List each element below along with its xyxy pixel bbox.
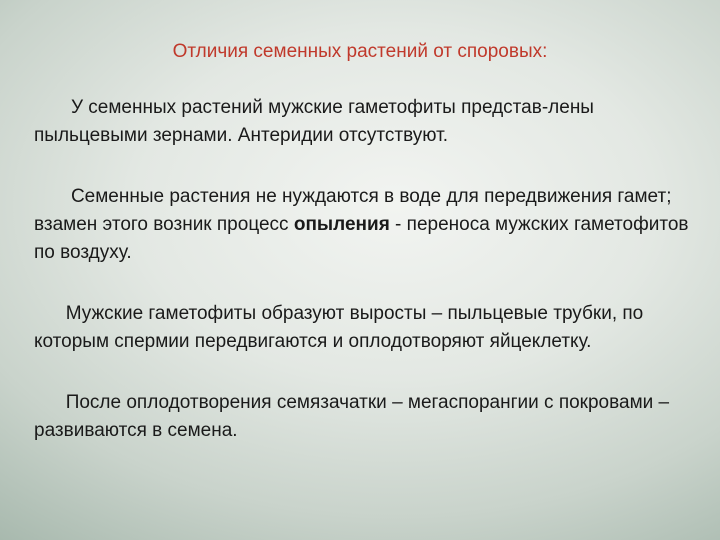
paragraph-text: - переноса мужских гаметофитов по воздуху. bbox=[34, 214, 689, 263]
paragraph-pollination bbox=[34, 183, 694, 267]
paragraph-text: У семенных растений мужские гаметофиты представ-лены пыльцевыми зернами. Антеридии отсутствуют. bbox=[34, 97, 594, 146]
paragraph-pollen-tubes bbox=[34, 300, 694, 356]
term-pollination: опыления bbox=[293, 214, 390, 235]
paragraph-text: После оплодотворения семязачатки – мегаспорангии с покровами – развиваются в семена. bbox=[34, 392, 670, 441]
slide-title: Отличия семенных растений от споровых: bbox=[172, 41, 548, 62]
paragraph-text: Семенные растения не нуждаются в воде для передвижения гамет; взамен этого возник процесс bbox=[34, 186, 672, 235]
slide-body bbox=[34, 94, 694, 445]
paragraph-text: Мужские гаметофиты образуют выросты – пыльцевые трубки, по которым спермии передвигаются и оплодотворяют яйцеклетку. bbox=[34, 303, 644, 352]
paragraph-seed-development bbox=[34, 389, 694, 445]
paragraph-male-gametophytes bbox=[34, 94, 694, 150]
